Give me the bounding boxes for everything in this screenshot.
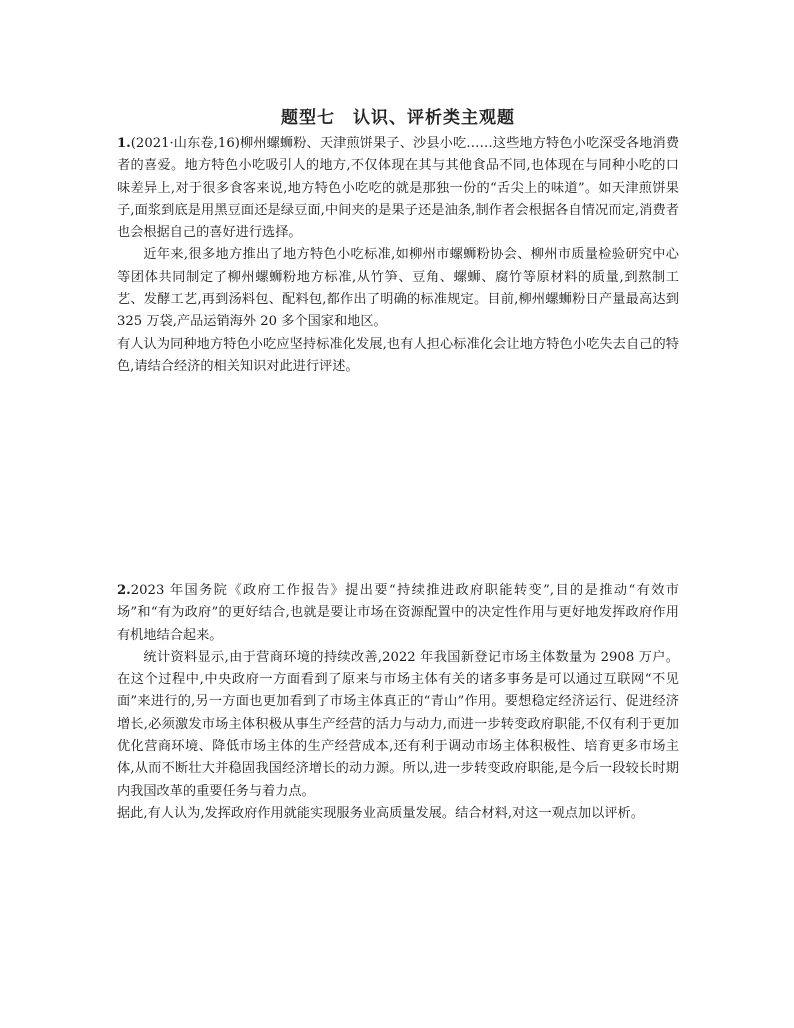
question-1	[117, 133, 679, 378]
question-1-paragraph-1	[117, 133, 679, 244]
page-title: 题型七 认识、评析类主观题	[281, 108, 515, 128]
question-2-prompt: 据此,有人认为,发挥政府作用就能实现服务业高质量发展。结合材料,对这一观点加以评析。	[117, 805, 644, 821]
question-2-number: 2.	[117, 583, 131, 598]
question-1-prompt: 有人认为同种地方特色小吃应坚持标准化发展,也有人担心标准化会让地方特色小吃失去自己的特色,请结合经济的相关知识对此进行评述。	[117, 336, 679, 374]
question-1-text-1: 柳州螺蛳粉、天津煎饼果子、沙县小吃……这些地方特色小吃深受各地消费者的喜爱。地方特色小吃吸引人的地方,不仅体现在其与其他食品不同,也体现在与同种小吃的口味差异上,对于很多食客来说,地方特色小吃吃的就是那独一份的“舌尖上的味道”。如天津煎饼果子,面浆到底是用黑豆面还是绿豆面,中间夹的是果子还是油条,制作者会根据各自情况而定,消费者也会根据自己的喜好进行选择。	[117, 136, 680, 241]
question-1-number: 1.	[117, 136, 131, 151]
question-2-paragraph-1	[117, 580, 679, 647]
question-2-text-1: 2023 年国务院《政府工作报告》提出要“持续推进政府职能转变”,目的是推动“有效市场”和“有为政府”的更好结合,也就是要让市场在资源配置中的决定性作用与更好地发挥政府作用有机地结合起来。	[117, 583, 679, 643]
question-2-paragraph-2: 统计资料显示,由于营商环境的持续改善,2022 年我国新登记市场主体数量为 2908 万户。在这个过程中,中央政府一方面看到了原来与市场主体有关的诸多事务是可以通过互联网“不见面”来进行的,另一方面也更加看到了市场主体真正的“青山”作用。要想稳定经济运行、促进经济增长,必须激发市场主体积极从事生产经营的活力与动力,而进一步转变政府职能,不仅有利于更加优化营商环境、降低市场主体的生产经营成本,还有利于调动市场主体积极性、培育更多市场主体,从而不断壮大并稳固我国经济增长的动力源。所以,进一步转变政府职能,是今后一段较长时期内我国改革的重要任务与着力点。	[117, 649, 679, 799]
question-2	[117, 580, 679, 825]
question-1-paragraph-2: 近年来,很多地方推出了地方特色小吃标准,如柳州市螺蛳粉协会、柳州市质量检验研究中心等团体共同制定了柳州螺蛳粉地方标准,从竹笋、豆角、螺蛳、腐竹等原材料的质量,到熬制工艺、发酵工艺,再到汤料包、配料包,都作出了明确的标准规定。目前,柳州螺蛳粉日产量最高达到 325 万袋,产品运销海外 20 多个国家和地区。	[117, 247, 679, 330]
question-1-source: (2021·山东卷,16)	[130, 136, 240, 151]
